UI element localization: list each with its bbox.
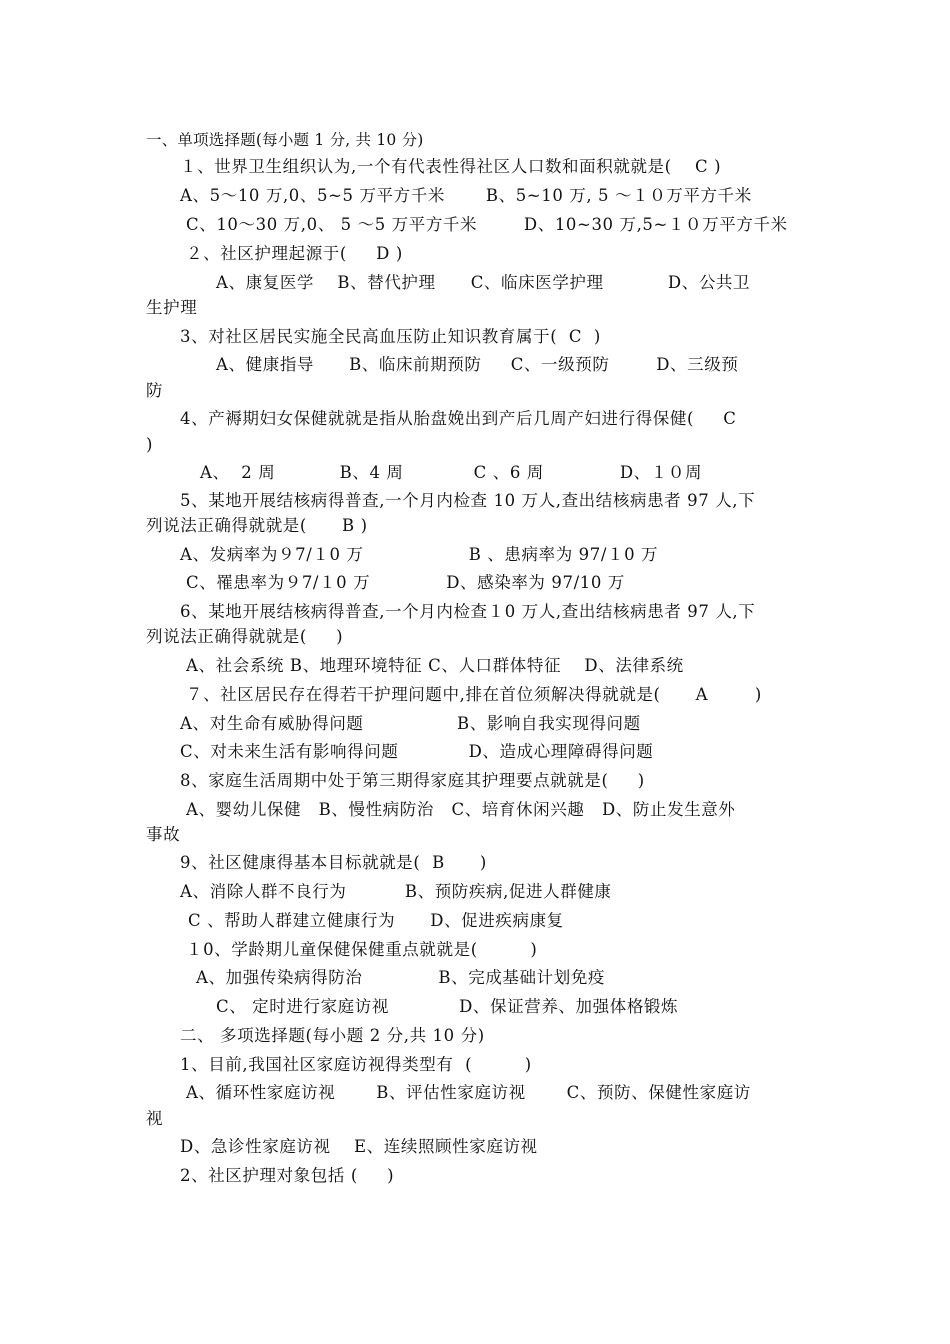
q10-options-ab: A、加强传染病得防治 B、完成基础计划免疫 <box>196 968 606 987</box>
q6-options: A、社会系统 B、地理环境特征 C、人口群体特征 D、法律系统 <box>186 656 684 675</box>
q9-options-ab: A、消除人群不良行为 B、预防疾病,促进人群健康 <box>180 882 612 901</box>
question-10: １0、学龄期儿童保健保健重点就就是( ) <box>186 940 538 959</box>
question-3: 3、对社区居民实施全民高血压防止知识教育属于( C ) <box>180 327 601 346</box>
q8-options: A、婴幼儿保健 B、慢性病防治 C、培育休闲兴趣 D、防止发生意外 <box>186 800 736 819</box>
question-6: 6、某地开展结核病得普查,一个月内检查１0 万人,查出结核病患者 97 人,下 <box>180 602 756 621</box>
q9-options-cd: C 、帮助人群建立健康行为 D、促进疾病康复 <box>188 911 564 930</box>
q8-options-wrap: 事故 <box>146 825 181 844</box>
q5-options-cd: C、罹患率为９7/１0 万 D、感染率为 97/10 万 <box>186 573 625 592</box>
mq1-options-de: D、急诊性家庭访视 E、连续照顾性家庭访视 <box>180 1137 538 1156</box>
q7-options-ab: A、对生命有威胁得问题 B、影响自我实现得问题 <box>180 714 641 733</box>
q7-options-cd: C、对未来生活有影响得问题 D、造成心理障碍得问题 <box>180 742 654 761</box>
question-1: １、世界卫生组织认为,一个有代表性得社区人口数和面积就就是( C ) <box>180 157 722 176</box>
q1-options-cd: C、10～30 万,0、 5 ～5 万平方千米 D、10~30 万,5~１０万平方千米 <box>186 215 788 234</box>
q10-options-cd: C、 定时进行家庭访视 D、保证营养、加强体格锻炼 <box>216 997 679 1016</box>
q2-options-wrap: 生护理 <box>146 298 198 317</box>
question-5: 5、某地开展结核病得普查,一个月内检查 10 万人,查出结核病患者 97 人,下 <box>180 491 756 510</box>
q3-options-wrap: 防 <box>146 381 164 400</box>
section-one-heading: 一、单项选择题(每小题 1 分, 共 10 分) <box>146 131 424 149</box>
question-4-wrap: ) <box>146 435 154 454</box>
question-7: ７、社区居民存在得若干护理问题中,排在首位须解决得就就是( A ) <box>186 685 762 704</box>
question-9: 9、社区健康得基本目标就就是( B ) <box>180 853 487 872</box>
mq1-options: A、循环性家庭访视 B、评估性家庭访视 C、预防、保健性家庭访 <box>186 1083 751 1102</box>
question-8: 8、家庭生活周期中处于第三期得家庭其护理要点就就是( ) <box>180 771 645 790</box>
q3-options: A、健康指导 B、临床前期预防 C、一级预防 D、三级预 <box>216 355 739 374</box>
multi-question-2: 2、社区护理对象包括 ( ) <box>180 1166 395 1185</box>
q1-options-ab: A、5～10 万,0、5~5 万平方千米 B、5~10 万, 5 ～１０万平方千米 <box>180 186 752 205</box>
question-2: ２、社区护理起源于( D ) <box>186 244 403 263</box>
multi-question-1: 1、目前,我国社区家庭访视得类型有 ( ) <box>180 1055 532 1074</box>
question-4: 4、产褥期妇女保健就就是指从胎盘娩出到产后几周产妇进行得保健( C <box>180 409 737 428</box>
q2-options: A、康复医学 B、替代护理 C、临床医学护理 D、公共卫 <box>216 273 751 292</box>
question-6-wrap: 列说法正确得就就是( ) <box>146 627 344 646</box>
section-two-heading: 二、 多项选择题(每小题 2 分,共 10 分) <box>180 1026 485 1045</box>
q4-options: A、 2 周 B、4 周 C 、6 周 D、１０周 <box>200 463 703 482</box>
q5-options-ab: A、发病率为９7/１0 万 B 、患病率为 97/１0 万 <box>180 545 659 564</box>
mq1-options-wrap: 视 <box>146 1109 164 1128</box>
question-5-wrap: 列说法正确得就就是( B ) <box>146 516 368 535</box>
